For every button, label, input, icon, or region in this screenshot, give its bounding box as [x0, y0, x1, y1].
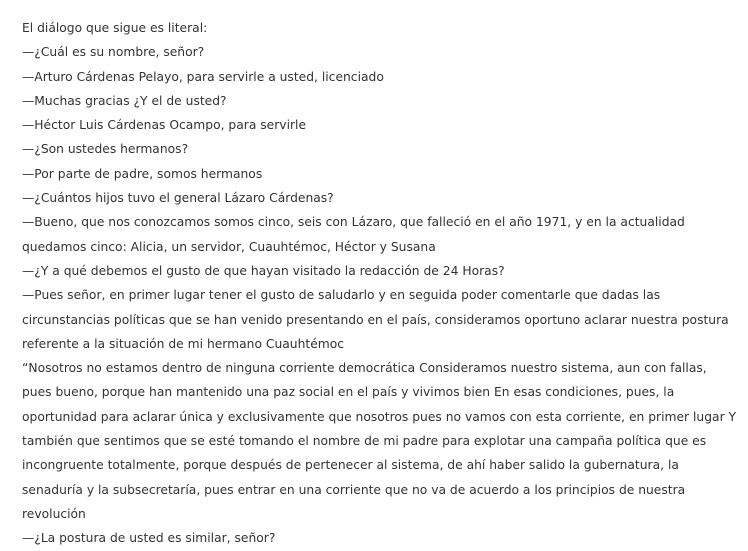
dialogue-line: quedamos cinco: Alicia, un servidor, Cuauhtémoc, Héctor y Susana [22, 239, 436, 254]
dialogue-line: —Bueno, que nos conozcamos somos cinco, seis con Lázaro, que falleció en el año 1971, y en la actualidad [22, 215, 685, 230]
dialogue-line: —¿Y a qué debemos el gusto de que hayan visitado la redacción de 24 Horas? [22, 263, 505, 278]
quote-line: también que sentimos que se esté tomando el nombre de mi padre para explotar una campaña política que es [22, 434, 707, 449]
quote-line: “Nosotros no estamos dentro de ninguna corriente democrática Consideramos nuestro sistema, aun con fallas, [22, 361, 707, 376]
dialogue-line: —¿Cuál es su nombre, señor? [22, 45, 205, 60]
quote-line: senaduría y la subsecretaría, pues entrar en una corriente que no va de acuerdo a los principios de nuestra [22, 482, 686, 497]
dialogue-line: —Héctor Luis Cárdenas Ocampo, para servirle [22, 118, 307, 133]
dialogue-line: —Muchas gracias ¿Y el de usted? [22, 93, 227, 108]
dialogue-line: —¿Son ustedes hermanos? [22, 142, 189, 157]
dialogue-line: —Arturo Cárdenas Pelayo, para servirle a usted, licenciado [22, 69, 384, 84]
document-body [22, 16, 737, 551]
dialogue-line: referente a la situación de mi hermano Cuauhtémoc [22, 336, 345, 351]
dialogue-line: circunstancias políticas que se han venido presentando en el país, consideramos oportuno aclarar nuestra postura [22, 312, 729, 327]
quote-line: oportunidad para aclarar única y exclusivamente que nosotros pues no vamos con esta corriente, en primer lugar Y [22, 409, 737, 424]
intro-line: El diálogo que sigue es literal: [22, 21, 208, 35]
quote-line: revolución [22, 506, 86, 521]
quote-line: incongruente totalmente, porque después de pertenecer al sistema, de ahí haber salido la gubernatura, la [22, 458, 679, 473]
dialogue-line: —Pues señor, en primer lugar tener el gusto de saludarlo y en seguida poder comentarle que dadas las [22, 288, 661, 303]
dialogue-line: —¿Cuántos hijos tuvo el general Lázaro Cárdenas? [22, 191, 334, 206]
dialogue-line: —Por parte de padre, somos hermanos [22, 166, 263, 181]
quote-line: pues bueno, porque han mantenido una paz social en el país y vivimos bien En esas condiciones, pues, la [22, 385, 675, 400]
dialogue-line: —¿La postura de usted es similar, señor? [22, 531, 276, 546]
